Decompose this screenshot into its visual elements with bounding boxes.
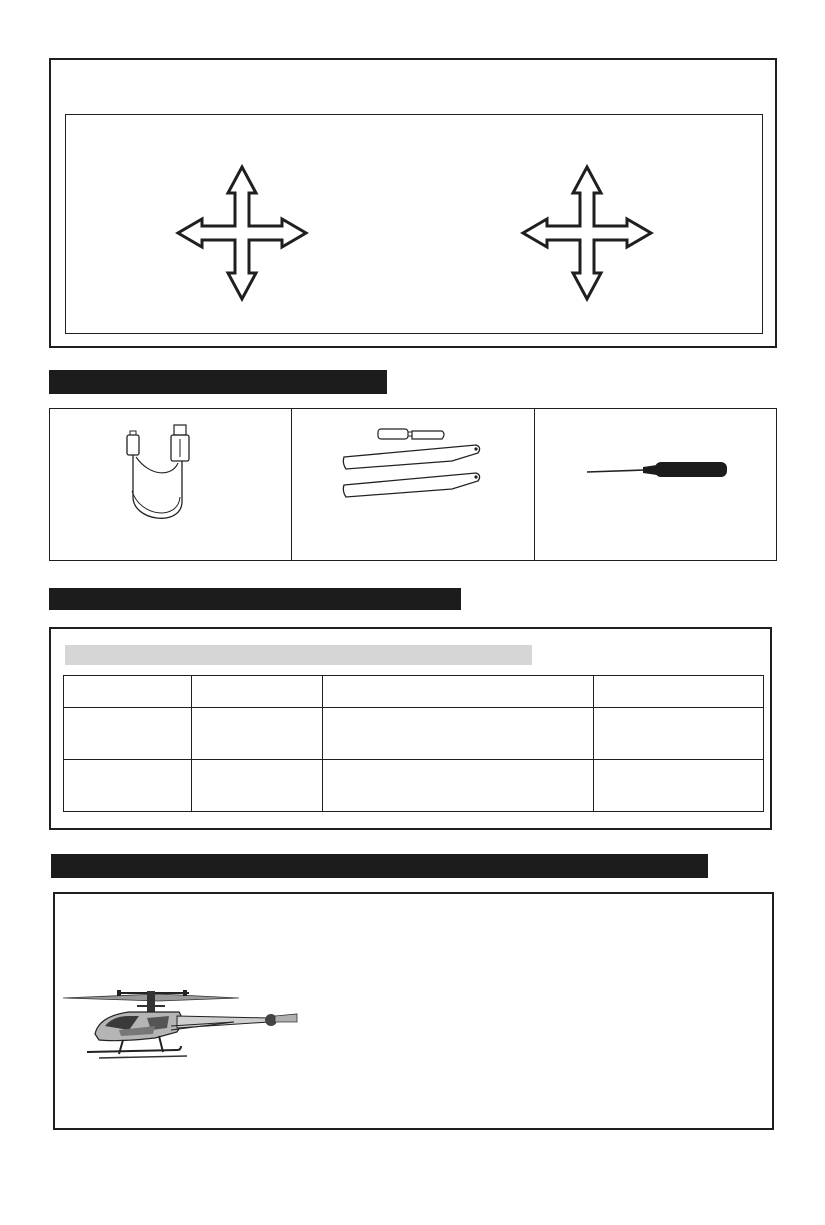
spec-subheading	[65, 645, 532, 665]
controls-panel	[49, 58, 777, 348]
table-header-cell	[192, 676, 323, 708]
four-way-arrow-icon	[174, 163, 310, 303]
accessory-cell-spare-blades	[292, 409, 535, 560]
four-way-arrow-icon	[519, 163, 655, 303]
table-cell	[594, 760, 764, 812]
table-header-cell	[323, 676, 594, 708]
spec-table	[63, 675, 764, 812]
table-cell	[64, 708, 192, 760]
table-row	[64, 760, 764, 812]
rotor-blades-icon	[340, 423, 490, 503]
table-header-row	[64, 676, 764, 708]
table-header-cell	[594, 676, 764, 708]
spec-heading	[49, 588, 461, 610]
table-cell	[594, 708, 764, 760]
table-header-cell	[64, 676, 192, 708]
spec-panel	[49, 627, 772, 830]
accessories-heading	[49, 370, 387, 394]
screwdriver-icon	[585, 459, 730, 481]
spec-table-wrap	[63, 675, 763, 811]
usb-cable-icon	[120, 417, 220, 529]
accessories-grid	[49, 408, 777, 561]
table-row	[64, 708, 764, 760]
table-cell	[192, 708, 323, 760]
table-cell	[64, 760, 192, 812]
accessory-cell-screwdriver	[535, 409, 776, 560]
helicopter-icon	[59, 986, 299, 1064]
controls-inner-box	[65, 114, 763, 334]
accessory-cell-usb-cable	[50, 409, 292, 560]
table-cell	[323, 760, 594, 812]
table-cell	[192, 760, 323, 812]
product-panel	[53, 892, 774, 1130]
table-cell	[323, 708, 594, 760]
product-heading	[51, 854, 708, 878]
